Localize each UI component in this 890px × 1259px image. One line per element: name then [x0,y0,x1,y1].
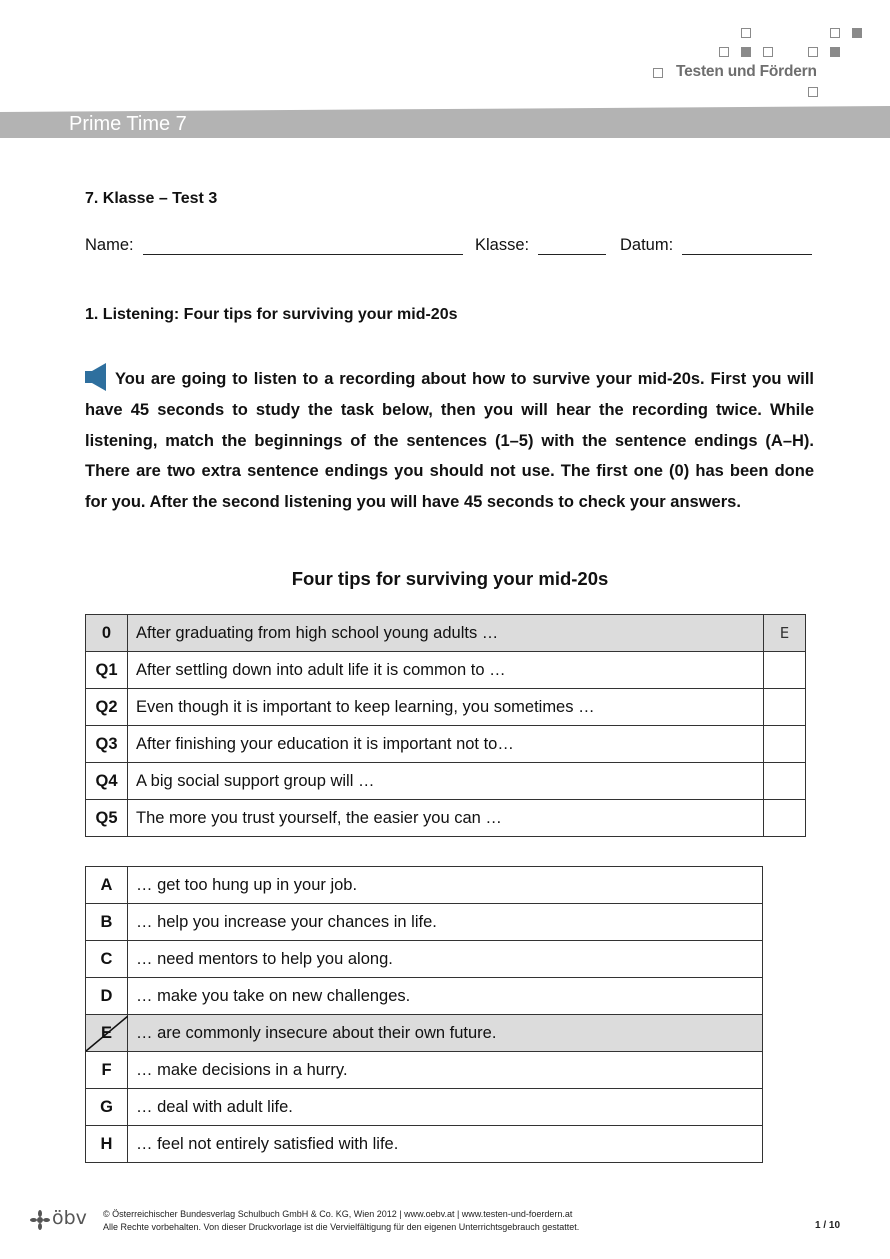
row-key: D [86,978,128,1015]
date-field[interactable] [682,254,812,255]
row-key: C [86,941,128,978]
obv-star-icon [30,1210,50,1230]
strike-mark [86,1015,128,1052]
row-text: After graduating from high school young adults … [128,615,764,652]
answer-cell[interactable] [764,726,806,763]
row-key: G [86,1089,128,1126]
row-text: … make decisions in a hurry. [128,1052,763,1089]
table-row [86,763,806,800]
obv-logo [30,1209,90,1231]
class-label: Klasse: [475,236,530,254]
row-key: B [86,904,128,941]
row-key: E [100,1023,112,1042]
name-field[interactable] [143,254,463,255]
row-key: Q1 [86,652,128,689]
table-row [86,1052,763,1089]
table-row [86,689,806,726]
table-row [86,800,806,837]
row-text: … make you take on new challenges. [128,978,763,1015]
answer-cell[interactable] [764,763,806,800]
row-text: After finishing your education it is important not to… [128,726,764,763]
footer-copyright [103,1208,579,1234]
row-text: After settling down into adult life it is common to … [128,652,764,689]
row-key: A [86,867,128,904]
answer-cell[interactable] [764,800,806,837]
page-number: 1 / 10 [815,1220,841,1231]
row-key: Q5 [86,800,128,837]
student-info-row [85,236,815,260]
table-row [86,1015,763,1052]
row-text: … help you increase your chances in life. [128,904,763,941]
obv-logo-text: öbv [52,1207,87,1229]
table-row [86,615,806,652]
row-key-crossed [86,1015,128,1052]
row-key: Q2 [86,689,128,726]
row-text: … are commonly insecure about their own future. [128,1015,763,1052]
row-text: … need mentors to help you along. [128,941,763,978]
row-text: … feel not entirely satisfied with life. [128,1126,763,1163]
row-key: Q4 [86,763,128,800]
table-row [86,1089,763,1126]
sentence-beginnings-table [85,614,806,837]
instructions: You are going to listen to a recording about how to survive your mid-20s. First you will have 45 seconds to study the task below, then you will hear the recording twice. While listening, match the beginnings of the sentences (1–5) with the sentence endings (A–H). There are two extra sentence endings you should not use. The first one (0) has been done for you. After the second listening you will have 45 seconds to check your answers. [85,370,814,512]
exercise-heading: Four tips for surviving your mid-20s [291,568,609,589]
row-text: Even though it is important to keep learning, you sometimes … [128,689,764,726]
footer-line-2: Alle Rechte vorbehalten. Von dieser Druckvorlage ist die Vervielfältigung für den eigenen Unterrichtsgebrauch gestattet. [103,1222,580,1232]
table-row [86,904,763,941]
table-row [86,1126,763,1163]
answer-cell[interactable] [764,652,806,689]
name-label: Name: [85,236,134,254]
row-text: … deal with adult life. [128,1089,763,1126]
row-key: F [86,1052,128,1089]
band-title: Prime Time 7 [69,113,187,135]
table-row [86,978,763,1015]
footer-line-1: © Österreichischer Bundesverlag Schulbuch GmbH & Co. KG, Wien 2012 | www.oebv.at | www.testen-und-foerdern.at [103,1209,573,1219]
publisher-logo [0,0,890,110]
sentence-endings-table [85,866,763,1163]
row-text: The more you trust yourself, the easier you can … [128,800,764,837]
table-row [86,652,806,689]
table-row [86,726,806,763]
class-field[interactable] [538,254,606,255]
brand-name: Testen und Fördern [676,63,817,80]
row-key: 0 [86,615,128,652]
row-text: A big social support group will … [128,763,764,800]
row-text: … get too hung up in your job. [128,867,763,904]
table-row [86,941,763,978]
table-row [86,867,763,904]
date-label: Datum: [620,236,674,254]
test-title: 7. Klasse – Test 3 [85,190,218,207]
row-key: H [86,1126,128,1163]
answer-cell[interactable]: E [764,615,806,652]
section-title: 1. Listening: Four tips for surviving your mid-20s [85,306,458,323]
row-key: Q3 [86,726,128,763]
answer-cell[interactable] [764,689,806,726]
